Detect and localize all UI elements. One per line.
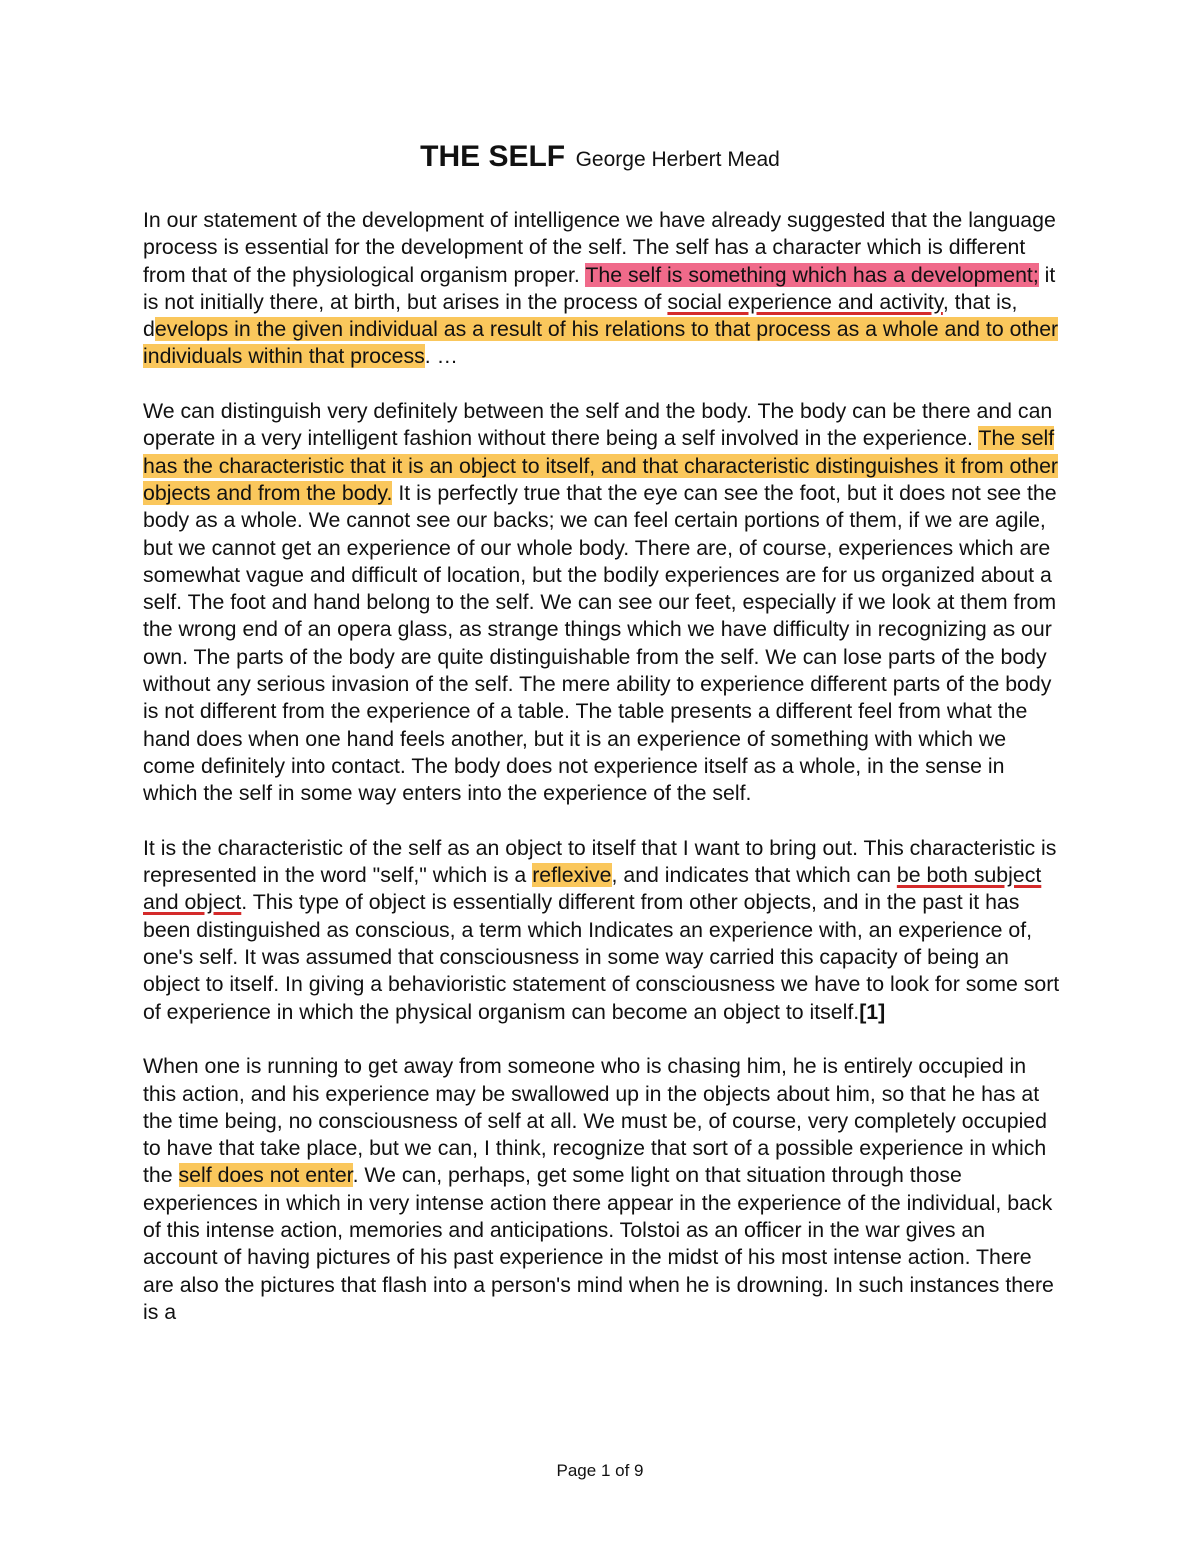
highlight-orange: evelops in the given individual as a result of his relations to that process as a whole and to other individuals within that process	[143, 317, 1059, 369]
page-number: Page 1 of 9	[556, 1461, 644, 1480]
highlight-orange: The self has the characteristic that it is an object to itself, and that characteristic distinguishes it from other objects and from the body.	[143, 426, 1059, 505]
underlined-text: social experience and activity	[667, 289, 943, 314]
underlined-text: be both subject and object	[143, 863, 1042, 915]
text-segment: . We can, perhaps, get some light on that situation through those experiences in which in very intense action there appear in the experience of the individual, back of this intense action, memories and anticipations. Tolstoi as an officer in the war gives an account of having pictures of his past experience in the midst of his most intense action. There are also the pictures that flash into a person's mind when he is drowning. In such instances there is a	[143, 1163, 1054, 1324]
text-segment: When one is running to get away from someone who is chasing him, he is entirely occupied in this action, and his experience may be swallowed up in the objects about him, so that he has at the time being, no consciousness of self at all. We must be, of course, very completely occupied to have that take place, but we can, I think, recognize that sort of a possible experience in which the	[143, 1054, 1047, 1188]
text-segment: We can distinguish very definitely between the self and the body. The body can be there and can operate in a very intelligent fashion without there being a self involved in the experience.	[143, 399, 1053, 451]
highlight-orange: self does not enter	[178, 1163, 353, 1188]
paragraph	[143, 835, 1063, 1026]
text-segment: . This type of object is essentially different from other objects, and in the past it has been distinguished as conscious, a term which Indicates an experience with, an experience of, one's self. It was assumed that consciousness in some way carried this capacity of being an object to itself. In giving a behavioristic statement of consciousness we have to look for some sort of experience in which the physical organism can become an object to itself.	[143, 890, 1060, 1024]
paragraph	[143, 207, 1063, 371]
highlight-orange: reflexive	[532, 863, 612, 888]
text-segment: . …	[424, 344, 458, 369]
highlight-pink: The self is something which has a development;	[585, 262, 1039, 287]
document-body	[143, 207, 1063, 1353]
text-segment: It is the characteristic of the self as an object to itself that I want to bring out. This characteristic is represented in the word "self," which is a	[143, 835, 1057, 888]
text-segment: In our statement of the development of intelligence we have already suggested that the language process is essential for the development of the self. The self has a character which is different from that of the physiological organism proper.	[143, 208, 1056, 287]
text-segment: , and indicates that which can	[611, 863, 897, 888]
page-footer	[0, 1461, 1200, 1481]
footnote-ref: [1]	[859, 999, 886, 1024]
paragraph	[143, 398, 1063, 807]
document-title: THE SELF	[420, 140, 566, 173]
text-segment: , that is, d	[143, 289, 1018, 342]
paragraph	[143, 1053, 1063, 1326]
document-heading	[0, 140, 1200, 174]
document-author: George Herbert Mead	[575, 148, 780, 171]
text-segment: It is perfectly true that the eye can see the foot, but it does not see the body as a whole. We cannot see our backs; we can feel certain portions of them, if we are agile, but we cannot get an experience of our whole body. There are, of course, experiences which are somewhat vague and difficult of location, but the bodily experiences are for us organized about a self. The foot and hand belong to the self. We can see our feet, especially if we look at them from the wrong end of an opera glass, as strange things which we have difficulty in recognizing as our own. The parts of the body are quite distinguishable from the self. We can lose parts of the body without any serious invasion of the self. The mere ability to experience different parts of the body is not different from the experience of a table. The table presents a different feel from what the hand does when one hand feels another, but it is an experience of something with which we come definitely into contact. The body does not experience itself as a whole, in the sense in which the self in some way enters into the experience of the self.	[143, 480, 1057, 806]
text-segment: it is not initially there, at birth, but arises in the process of	[143, 262, 1056, 314]
